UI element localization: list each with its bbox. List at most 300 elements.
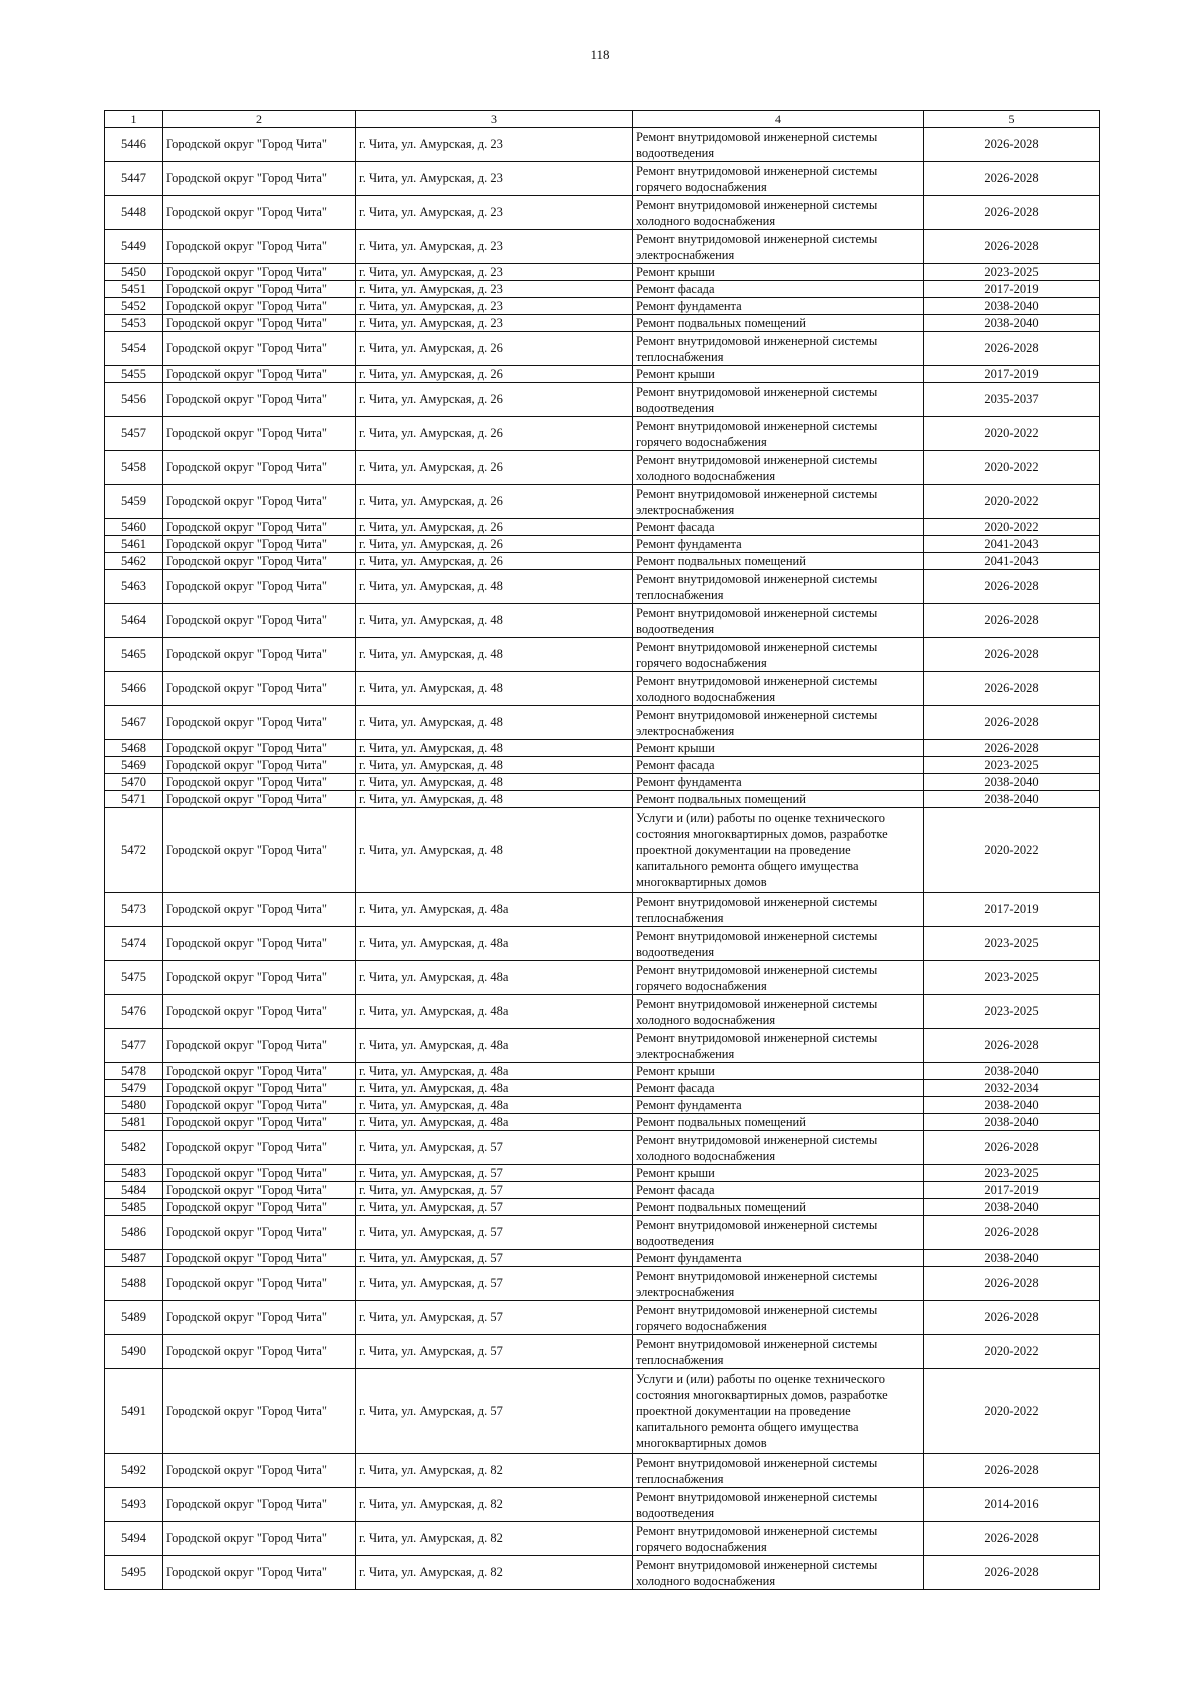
row-number: 5456 <box>105 383 163 417</box>
table-row <box>105 485 1100 519</box>
address-cell: г. Чита, ул. Амурская, д. 57 <box>356 1131 633 1165</box>
table-row <box>105 1182 1100 1199</box>
work-type-cell: Ремонт внутридомовой инженерной системы электроснабжения <box>633 485 924 519</box>
address-cell: г. Чита, ул. Амурская, д. 48 <box>356 706 633 740</box>
municipality-cell: Городской округ "Город Чита" <box>163 1216 356 1250</box>
address-cell: г. Чита, ул. Амурская, д. 82 <box>356 1488 633 1522</box>
row-number: 5475 <box>105 961 163 995</box>
period-cell: 2017-2019 <box>924 893 1100 927</box>
row-number: 5470 <box>105 774 163 791</box>
address-cell: г. Чита, ул. Амурская, д. 57 <box>356 1267 633 1301</box>
period-cell: 2026-2028 <box>924 1216 1100 1250</box>
table-row <box>105 519 1100 536</box>
row-number: 5476 <box>105 995 163 1029</box>
table-row <box>105 1454 1100 1488</box>
municipality-cell: Городской округ "Город Чита" <box>163 230 356 264</box>
work-type-cell: Ремонт подвальных помещений <box>633 315 924 332</box>
period-cell: 2038-2040 <box>924 298 1100 315</box>
address-cell: г. Чита, ул. Амурская, д. 48а <box>356 927 633 961</box>
work-type-cell: Ремонт внутридомовой инженерной системы водоотведения <box>633 1488 924 1522</box>
address-cell: г. Чита, ул. Амурская, д. 48 <box>356 570 633 604</box>
work-type-cell: Ремонт внутридомовой инженерной системы холодного водоснабжения <box>633 1131 924 1165</box>
table-row <box>105 366 1100 383</box>
row-number: 5465 <box>105 638 163 672</box>
address-cell: г. Чита, ул. Амурская, д. 57 <box>356 1301 633 1335</box>
period-cell: 2038-2040 <box>924 1097 1100 1114</box>
table-row <box>105 774 1100 791</box>
period-cell: 2041-2043 <box>924 553 1100 570</box>
row-number: 5488 <box>105 1267 163 1301</box>
table-row <box>105 570 1100 604</box>
row-number: 5482 <box>105 1131 163 1165</box>
work-type-cell: Ремонт фундамента <box>633 1097 924 1114</box>
row-number: 5471 <box>105 791 163 808</box>
period-cell: 2026-2028 <box>924 706 1100 740</box>
row-number: 5481 <box>105 1114 163 1131</box>
municipality-cell: Городской округ "Город Чита" <box>163 927 356 961</box>
address-cell: г. Чита, ул. Амурская, д. 26 <box>356 451 633 485</box>
period-cell: 2032-2034 <box>924 1080 1100 1097</box>
period-cell: 2026-2028 <box>924 1267 1100 1301</box>
period-cell: 2017-2019 <box>924 1182 1100 1199</box>
row-number: 5486 <box>105 1216 163 1250</box>
row-number: 5489 <box>105 1301 163 1335</box>
work-type-cell: Ремонт внутридомовой инженерной системы горячего водоснабжения <box>633 417 924 451</box>
row-number: 5484 <box>105 1182 163 1199</box>
period-cell: 2041-2043 <box>924 536 1100 553</box>
period-cell: 2023-2025 <box>924 757 1100 774</box>
table-row <box>105 672 1100 706</box>
column-number-2: 2 <box>163 111 356 128</box>
row-number: 5447 <box>105 162 163 196</box>
row-number: 5449 <box>105 230 163 264</box>
municipality-cell: Городской округ "Город Чита" <box>163 553 356 570</box>
row-number: 5462 <box>105 553 163 570</box>
period-cell: 2038-2040 <box>924 1250 1100 1267</box>
period-cell: 2026-2028 <box>924 162 1100 196</box>
work-type-cell: Ремонт фундамента <box>633 774 924 791</box>
address-cell: г. Чита, ул. Амурская, д. 57 <box>356 1250 633 1267</box>
municipality-cell: Городской округ "Город Чита" <box>163 1199 356 1216</box>
address-cell: г. Чита, ул. Амурская, д. 57 <box>356 1165 633 1182</box>
capital-repair-table <box>104 110 1100 1590</box>
table-row <box>105 1216 1100 1250</box>
table-row <box>105 1522 1100 1556</box>
work-type-cell: Ремонт внутридомовой инженерной системы электроснабжения <box>633 1029 924 1063</box>
table-row <box>105 264 1100 281</box>
row-number: 5487 <box>105 1250 163 1267</box>
work-type-cell: Ремонт внутридомовой инженерной системы водоотведения <box>633 927 924 961</box>
municipality-cell: Городской округ "Город Чита" <box>163 808 356 893</box>
municipality-cell: Городской округ "Город Чита" <box>163 383 356 417</box>
row-number: 5453 <box>105 315 163 332</box>
municipality-cell: Городской округ "Город Чита" <box>163 1165 356 1182</box>
municipality-cell: Городской округ "Город Чита" <box>163 1556 356 1590</box>
address-cell: г. Чита, ул. Амурская, д. 57 <box>356 1199 633 1216</box>
work-type-cell: Ремонт внутридомовой инженерной системы горячего водоснабжения <box>633 1301 924 1335</box>
table-body <box>105 128 1100 1590</box>
work-type-cell: Ремонт фасада <box>633 1080 924 1097</box>
address-cell: г. Чита, ул. Амурская, д. 26 <box>356 332 633 366</box>
period-cell: 2020-2022 <box>924 519 1100 536</box>
period-cell: 2020-2022 <box>924 1369 1100 1454</box>
period-cell: 2026-2028 <box>924 196 1100 230</box>
municipality-cell: Городской округ "Город Чита" <box>163 740 356 757</box>
municipality-cell: Городской округ "Город Чита" <box>163 1522 356 1556</box>
period-cell: 2020-2022 <box>924 808 1100 893</box>
work-type-cell: Услуги и (или) работы по оценке технического состояния многоквартирных домов, разработке проектной документации на проведение капитального ремонта общего имущества многоквартирных домов <box>633 1369 924 1454</box>
table-row <box>105 315 1100 332</box>
municipality-cell: Городской округ "Город Чита" <box>163 774 356 791</box>
municipality-cell: Городской округ "Город Чита" <box>163 332 356 366</box>
table-row <box>105 1369 1100 1454</box>
address-cell: г. Чита, ул. Амурская, д. 48а <box>356 1080 633 1097</box>
table-row <box>105 298 1100 315</box>
period-cell: 2026-2028 <box>924 230 1100 264</box>
period-cell: 2038-2040 <box>924 315 1100 332</box>
period-cell: 2038-2040 <box>924 1063 1100 1080</box>
municipality-cell: Городской округ "Город Чита" <box>163 264 356 281</box>
work-type-cell: Ремонт фундамента <box>633 298 924 315</box>
municipality-cell: Городской округ "Город Чита" <box>163 570 356 604</box>
period-cell: 2020-2022 <box>924 451 1100 485</box>
period-cell: 2017-2019 <box>924 366 1100 383</box>
work-type-cell: Ремонт фасада <box>633 519 924 536</box>
address-cell: г. Чита, ул. Амурская, д. 82 <box>356 1522 633 1556</box>
row-number: 5451 <box>105 281 163 298</box>
row-number: 5478 <box>105 1063 163 1080</box>
municipality-cell: Городской округ "Город Чита" <box>163 519 356 536</box>
municipality-cell: Городской округ "Город Чита" <box>163 162 356 196</box>
work-type-cell: Ремонт внутридомовой инженерной системы теплоснабжения <box>633 1335 924 1369</box>
work-type-cell: Ремонт внутридомовой инженерной системы холодного водоснабжения <box>633 995 924 1029</box>
municipality-cell: Городской округ "Город Чита" <box>163 485 356 519</box>
column-number-4: 4 <box>633 111 924 128</box>
table-row <box>105 808 1100 893</box>
municipality-cell: Городской округ "Город Чита" <box>163 1454 356 1488</box>
municipality-cell: Городской округ "Город Чита" <box>163 893 356 927</box>
work-type-cell: Услуги и (или) работы по оценке технического состояния многоквартирных домов, разработке проектной документации на проведение капитального ремонта общего имущества многоквартирных домов <box>633 808 924 893</box>
table-row <box>105 1250 1100 1267</box>
table-row <box>105 638 1100 672</box>
address-cell: г. Чита, ул. Амурская, д. 82 <box>356 1454 633 1488</box>
address-cell: г. Чита, ул. Амурская, д. 57 <box>356 1335 633 1369</box>
row-number: 5494 <box>105 1522 163 1556</box>
row-number: 5479 <box>105 1080 163 1097</box>
table-row <box>105 553 1100 570</box>
row-number: 5477 <box>105 1029 163 1063</box>
period-cell: 2038-2040 <box>924 774 1100 791</box>
table-row <box>105 961 1100 995</box>
period-cell: 2014-2016 <box>924 1488 1100 1522</box>
work-type-cell: Ремонт фасада <box>633 757 924 774</box>
municipality-cell: Городской округ "Город Чита" <box>163 1029 356 1063</box>
period-cell: 2017-2019 <box>924 281 1100 298</box>
work-type-cell: Ремонт подвальных помещений <box>633 1199 924 1216</box>
period-cell: 2020-2022 <box>924 1335 1100 1369</box>
municipality-cell: Городской округ "Город Чита" <box>163 1080 356 1097</box>
address-cell: г. Чита, ул. Амурская, д. 23 <box>356 315 633 332</box>
column-number-row <box>105 111 1100 128</box>
period-cell: 2026-2028 <box>924 1301 1100 1335</box>
table-row <box>105 1267 1100 1301</box>
table-row <box>105 230 1100 264</box>
work-type-cell: Ремонт внутридомовой инженерной системы водоотведения <box>633 604 924 638</box>
period-cell: 2038-2040 <box>924 1199 1100 1216</box>
column-number-3: 3 <box>356 111 633 128</box>
work-type-cell: Ремонт подвальных помещений <box>633 553 924 570</box>
period-cell: 2026-2028 <box>924 1131 1100 1165</box>
address-cell: г. Чита, ул. Амурская, д. 48а <box>356 995 633 1029</box>
period-cell: 2026-2028 <box>924 672 1100 706</box>
row-number: 5457 <box>105 417 163 451</box>
row-number: 5469 <box>105 757 163 774</box>
municipality-cell: Городской округ "Город Чита" <box>163 536 356 553</box>
row-number: 5485 <box>105 1199 163 1216</box>
work-type-cell: Ремонт крыши <box>633 366 924 383</box>
row-number: 5495 <box>105 1556 163 1590</box>
period-cell: 2023-2025 <box>924 995 1100 1029</box>
work-type-cell: Ремонт крыши <box>633 1165 924 1182</box>
municipality-cell: Городской округ "Город Чита" <box>163 128 356 162</box>
work-type-cell: Ремонт фундамента <box>633 536 924 553</box>
address-cell: г. Чита, ул. Амурская, д. 23 <box>356 281 633 298</box>
row-number: 5491 <box>105 1369 163 1454</box>
municipality-cell: Городской округ "Город Чита" <box>163 1369 356 1454</box>
row-number: 5450 <box>105 264 163 281</box>
address-cell: г. Чита, ул. Амурская, д. 48 <box>356 740 633 757</box>
work-type-cell: Ремонт фасада <box>633 281 924 298</box>
period-cell: 2026-2028 <box>924 128 1100 162</box>
period-cell: 2020-2022 <box>924 417 1100 451</box>
address-cell: г. Чита, ул. Амурская, д. 23 <box>356 230 633 264</box>
table-row <box>105 1335 1100 1369</box>
work-type-cell: Ремонт внутридомовой инженерной системы электроснабжения <box>633 230 924 264</box>
row-number: 5493 <box>105 1488 163 1522</box>
row-number: 5492 <box>105 1454 163 1488</box>
table-row <box>105 536 1100 553</box>
period-cell: 2020-2022 <box>924 485 1100 519</box>
period-cell: 2038-2040 <box>924 791 1100 808</box>
row-number: 5460 <box>105 519 163 536</box>
address-cell: г. Чита, ул. Амурская, д. 48 <box>356 791 633 808</box>
table-row <box>105 1063 1100 1080</box>
period-cell: 2026-2028 <box>924 740 1100 757</box>
row-number: 5459 <box>105 485 163 519</box>
municipality-cell: Городской округ "Город Чита" <box>163 706 356 740</box>
table-row <box>105 1199 1100 1216</box>
work-type-cell: Ремонт подвальных помещений <box>633 791 924 808</box>
address-cell: г. Чита, ул. Амурская, д. 57 <box>356 1182 633 1199</box>
row-number: 5458 <box>105 451 163 485</box>
municipality-cell: Городской округ "Город Чита" <box>163 1063 356 1080</box>
table-row <box>105 1301 1100 1335</box>
municipality-cell: Городской округ "Город Чита" <box>163 604 356 638</box>
work-type-cell: Ремонт внутридомовой инженерной системы водоотведения <box>633 383 924 417</box>
column-number-5: 5 <box>924 111 1100 128</box>
work-type-cell: Ремонт внутридомовой инженерной системы электроснабжения <box>633 706 924 740</box>
address-cell: г. Чита, ул. Амурская, д. 48 <box>356 808 633 893</box>
address-cell: г. Чита, ул. Амурская, д. 82 <box>356 1556 633 1590</box>
address-cell: г. Чита, ул. Амурская, д. 57 <box>356 1216 633 1250</box>
work-type-cell: Ремонт крыши <box>633 1063 924 1080</box>
period-cell: 2023-2025 <box>924 961 1100 995</box>
work-type-cell: Ремонт внутридомовой инженерной системы теплоснабжения <box>633 1454 924 1488</box>
period-cell: 2026-2028 <box>924 1556 1100 1590</box>
address-cell: г. Чита, ул. Амурская, д. 48а <box>356 1029 633 1063</box>
address-cell: г. Чита, ул. Амурская, д. 48а <box>356 1097 633 1114</box>
row-number: 5490 <box>105 1335 163 1369</box>
work-type-cell: Ремонт фундамента <box>633 1250 924 1267</box>
period-cell: 2023-2025 <box>924 927 1100 961</box>
table-row <box>105 1165 1100 1182</box>
table-row <box>105 128 1100 162</box>
table-row <box>105 757 1100 774</box>
work-type-cell: Ремонт крыши <box>633 740 924 757</box>
municipality-cell: Городской округ "Город Чита" <box>163 672 356 706</box>
work-type-cell: Ремонт внутридомовой инженерной системы водоотведения <box>633 128 924 162</box>
table-row <box>105 893 1100 927</box>
work-type-cell: Ремонт фасада <box>633 1182 924 1199</box>
table-row <box>105 604 1100 638</box>
work-type-cell: Ремонт внутридомовой инженерной системы водоотведения <box>633 1216 924 1250</box>
municipality-cell: Городской округ "Город Чита" <box>163 1114 356 1131</box>
municipality-cell: Городской округ "Город Чита" <box>163 995 356 1029</box>
column-number-1: 1 <box>105 111 163 128</box>
work-type-cell: Ремонт подвальных помещений <box>633 1114 924 1131</box>
work-type-cell: Ремонт внутридомовой инженерной системы холодного водоснабжения <box>633 196 924 230</box>
row-number: 5474 <box>105 927 163 961</box>
work-type-cell: Ремонт внутридомовой инженерной системы холодного водоснабжения <box>633 1556 924 1590</box>
address-cell: г. Чита, ул. Амурская, д. 48а <box>356 1063 633 1080</box>
table-row <box>105 1556 1100 1590</box>
address-cell: г. Чита, ул. Амурская, д. 48 <box>356 638 633 672</box>
address-cell: г. Чита, ул. Амурская, д. 26 <box>356 485 633 519</box>
table-row <box>105 1131 1100 1165</box>
address-cell: г. Чита, ул. Амурская, д. 48а <box>356 961 633 995</box>
table-row <box>105 332 1100 366</box>
table-row <box>105 1029 1100 1063</box>
row-number: 5454 <box>105 332 163 366</box>
period-cell: 2026-2028 <box>924 1522 1100 1556</box>
work-type-cell: Ремонт внутридомовой инженерной системы горячего водоснабжения <box>633 1522 924 1556</box>
table-row <box>105 417 1100 451</box>
row-number: 5480 <box>105 1097 163 1114</box>
period-cell: 2026-2028 <box>924 604 1100 638</box>
row-number: 5463 <box>105 570 163 604</box>
address-cell: г. Чита, ул. Амурская, д. 48 <box>356 757 633 774</box>
address-cell: г. Чита, ул. Амурская, д. 48а <box>356 1114 633 1131</box>
period-cell: 2026-2028 <box>924 570 1100 604</box>
table-row <box>105 1114 1100 1131</box>
row-number: 5464 <box>105 604 163 638</box>
table-row <box>105 740 1100 757</box>
row-number: 5483 <box>105 1165 163 1182</box>
work-type-cell: Ремонт крыши <box>633 264 924 281</box>
table-row <box>105 196 1100 230</box>
address-cell: г. Чита, ул. Амурская, д. 23 <box>356 128 633 162</box>
municipality-cell: Городской округ "Город Чита" <box>163 451 356 485</box>
table-row <box>105 1488 1100 1522</box>
municipality-cell: Городской округ "Город Чита" <box>163 638 356 672</box>
work-type-cell: Ремонт внутридомовой инженерной системы теплоснабжения <box>633 893 924 927</box>
address-cell: г. Чита, ул. Амурская, д. 26 <box>356 417 633 451</box>
municipality-cell: Городской округ "Город Чита" <box>163 1488 356 1522</box>
address-cell: г. Чита, ул. Амурская, д. 48 <box>356 604 633 638</box>
municipality-cell: Городской округ "Город Чита" <box>163 1097 356 1114</box>
municipality-cell: Городской округ "Город Чита" <box>163 417 356 451</box>
municipality-cell: Городской округ "Город Чита" <box>163 1131 356 1165</box>
municipality-cell: Городской округ "Город Чита" <box>163 1267 356 1301</box>
period-cell: 2026-2028 <box>924 638 1100 672</box>
period-cell: 2026-2028 <box>924 332 1100 366</box>
row-number: 5448 <box>105 196 163 230</box>
row-number: 5446 <box>105 128 163 162</box>
row-number: 5472 <box>105 808 163 893</box>
work-type-cell: Ремонт внутридомовой инженерной системы горячего водоснабжения <box>633 162 924 196</box>
table-row <box>105 1080 1100 1097</box>
address-cell: г. Чита, ул. Амурская, д. 26 <box>356 519 633 536</box>
address-cell: г. Чита, ул. Амурская, д. 26 <box>356 383 633 417</box>
municipality-cell: Городской округ "Город Чита" <box>163 196 356 230</box>
municipality-cell: Городской округ "Город Чита" <box>163 315 356 332</box>
address-cell: г. Чита, ул. Амурская, д. 23 <box>356 298 633 315</box>
table-row <box>105 451 1100 485</box>
address-cell: г. Чита, ул. Амурская, д. 48 <box>356 774 633 791</box>
municipality-cell: Городской округ "Город Чита" <box>163 366 356 383</box>
municipality-cell: Городской округ "Город Чита" <box>163 298 356 315</box>
table-row <box>105 706 1100 740</box>
table-row <box>105 927 1100 961</box>
table-row <box>105 791 1100 808</box>
row-number: 5468 <box>105 740 163 757</box>
table-row <box>105 162 1100 196</box>
address-cell: г. Чита, ул. Амурская, д. 26 <box>356 553 633 570</box>
row-number: 5473 <box>105 893 163 927</box>
row-number: 5452 <box>105 298 163 315</box>
table-row <box>105 281 1100 298</box>
work-type-cell: Ремонт внутридомовой инженерной системы теплоснабжения <box>633 570 924 604</box>
work-type-cell: Ремонт внутридомовой инженерной системы холодного водоснабжения <box>633 451 924 485</box>
table-row <box>105 383 1100 417</box>
address-cell: г. Чита, ул. Амурская, д. 26 <box>356 366 633 383</box>
page-number: 118 <box>590 47 610 62</box>
work-type-cell: Ремонт внутридомовой инженерной системы горячего водоснабжения <box>633 961 924 995</box>
row-number: 5467 <box>105 706 163 740</box>
table-row <box>105 995 1100 1029</box>
municipality-cell: Городской округ "Город Чита" <box>163 757 356 774</box>
municipality-cell: Городской округ "Город Чита" <box>163 281 356 298</box>
work-type-cell: Ремонт внутридомовой инженерной системы горячего водоснабжения <box>633 638 924 672</box>
address-cell: г. Чита, ул. Амурская, д. 23 <box>356 162 633 196</box>
period-cell: 2023-2025 <box>924 264 1100 281</box>
work-type-cell: Ремонт внутридомовой инженерной системы холодного водоснабжения <box>633 672 924 706</box>
row-number: 5455 <box>105 366 163 383</box>
period-cell: 2026-2028 <box>924 1454 1100 1488</box>
address-cell: г. Чита, ул. Амурская, д. 57 <box>356 1369 633 1454</box>
period-cell: 2038-2040 <box>924 1114 1100 1131</box>
address-cell: г. Чита, ул. Амурская, д. 23 <box>356 264 633 281</box>
work-type-cell: Ремонт внутридомовой инженерной системы электроснабжения <box>633 1267 924 1301</box>
address-cell: г. Чита, ул. Амурская, д. 48 <box>356 672 633 706</box>
municipality-cell: Городской округ "Город Чита" <box>163 1182 356 1199</box>
address-cell: г. Чита, ул. Амурская, д. 23 <box>356 196 633 230</box>
period-cell: 2035-2037 <box>924 383 1100 417</box>
row-number: 5461 <box>105 536 163 553</box>
address-cell: г. Чита, ул. Амурская, д. 48а <box>356 893 633 927</box>
work-type-cell: Ремонт внутридомовой инженерной системы теплоснабжения <box>633 332 924 366</box>
municipality-cell: Городской округ "Город Чита" <box>163 1335 356 1369</box>
